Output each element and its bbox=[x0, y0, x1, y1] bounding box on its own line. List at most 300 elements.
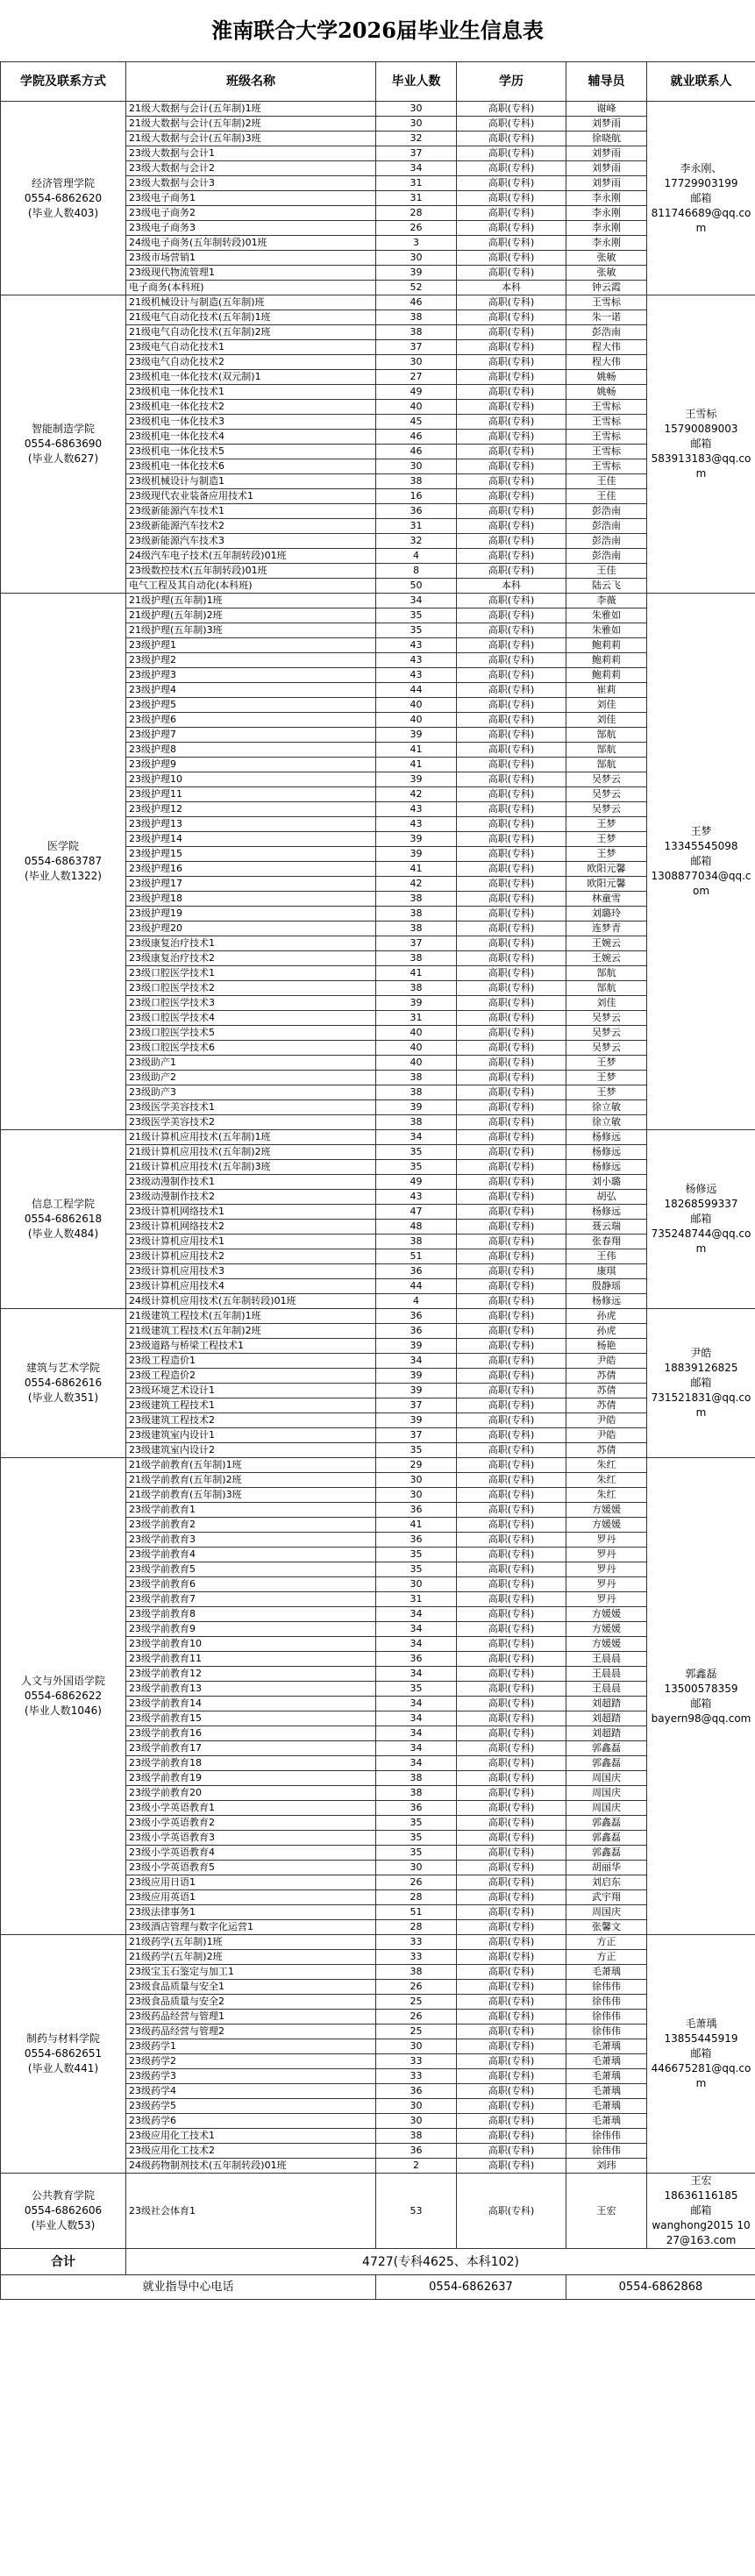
degree: 高职(专科) bbox=[457, 1100, 566, 1115]
counselor: 欧阳元馨 bbox=[566, 862, 647, 877]
class-name: 21级大数据与会计(五年制)2班 bbox=[126, 117, 376, 132]
college-name: 人文与外国语学院 bbox=[20, 1675, 105, 1687]
degree: 高职(专科) bbox=[457, 1115, 566, 1130]
graduate-count: 35 bbox=[376, 623, 457, 638]
counselor: 程大伟 bbox=[566, 355, 647, 370]
class-name: 23级机电一体化技术(双元制)1 bbox=[126, 370, 376, 385]
class-name: 23级大数据与会计1 bbox=[126, 146, 376, 161]
class-name: 23级医学美容技术1 bbox=[126, 1100, 376, 1115]
graduate-count: 41 bbox=[376, 1518, 457, 1533]
counselor: 钟云霞 bbox=[566, 281, 647, 295]
header-class: 班级名称 bbox=[126, 62, 376, 102]
graduate-count: 34 bbox=[376, 1726, 457, 1741]
graduate-count: 37 bbox=[376, 146, 457, 161]
contact-phone: 18839126825 bbox=[664, 1362, 738, 1374]
counselor: 王雪标 bbox=[566, 415, 647, 430]
class-name: 23级小学英语教育5 bbox=[126, 1861, 376, 1875]
degree: 高职(专科) bbox=[457, 1577, 566, 1592]
college-name: 医学院 bbox=[46, 840, 79, 852]
table-row bbox=[1, 295, 755, 310]
graduate-count: 43 bbox=[376, 638, 457, 653]
contact-phone: 17729903199 bbox=[664, 176, 738, 189]
counselor: 李永刚 bbox=[566, 221, 647, 236]
class-name: 23级学前教育8 bbox=[126, 1607, 376, 1622]
graduate-count: 38 bbox=[376, 310, 457, 325]
class-name: 23级小学英语教育2 bbox=[126, 1816, 376, 1831]
graduate-count: 39 bbox=[376, 832, 457, 847]
degree: 高职(专科) bbox=[457, 2025, 566, 2039]
counselor: 王梦 bbox=[566, 1071, 647, 1085]
class-name: 24级电子商务(五年制转段)01班 bbox=[126, 236, 376, 251]
class-name: 23级学前教育16 bbox=[126, 1726, 376, 1741]
counselor: 王雪标 bbox=[566, 400, 647, 415]
class-name: 23级大数据与会计2 bbox=[126, 161, 376, 176]
graduate-count: 43 bbox=[376, 802, 457, 817]
counselor: 李永刚 bbox=[566, 206, 647, 221]
counselor: 孙虎 bbox=[566, 1324, 647, 1339]
graduate-count: 29 bbox=[376, 1458, 457, 1473]
class-name: 23级康复治疗技术1 bbox=[126, 936, 376, 951]
college-name: 信息工程学院 bbox=[31, 1198, 95, 1210]
graduate-count: 41 bbox=[376, 758, 457, 772]
graduate-count: 36 bbox=[376, 504, 457, 519]
degree: 高职(专科) bbox=[457, 877, 566, 892]
class-name: 23级应用化工技术1 bbox=[126, 2129, 376, 2144]
degree: 高职(专科) bbox=[457, 1667, 566, 1682]
degree: 高职(专科) bbox=[457, 236, 566, 251]
class-name: 23级药学5 bbox=[126, 2099, 376, 2114]
graduate-count: 25 bbox=[376, 2025, 457, 2039]
degree: 高职(专科) bbox=[457, 1458, 566, 1473]
counselor: 杨修远 bbox=[566, 1205, 647, 1220]
graduate-count: 34 bbox=[376, 1607, 457, 1622]
degree: 高职(专科) bbox=[457, 832, 566, 847]
class-name: 21级建筑工程技术(五年制)2班 bbox=[126, 1324, 376, 1339]
degree: 高职(专科) bbox=[457, 1309, 566, 1324]
contact-email: wanghong2015 1027@163.com bbox=[652, 2219, 751, 2246]
graduate-count: 4 bbox=[376, 549, 457, 564]
class-name: 21级电气自动化技术(五年制)2班 bbox=[126, 325, 376, 340]
counselor: 鲍莉莉 bbox=[566, 638, 647, 653]
graduate-count: 38 bbox=[376, 1965, 457, 1980]
counselor: 张馨文 bbox=[566, 1920, 647, 1935]
graduate-count: 39 bbox=[376, 1100, 457, 1115]
degree: 高职(专科) bbox=[457, 430, 566, 445]
class-name: 23级机电一体化技术2 bbox=[126, 400, 376, 415]
class-name: 23级工程造价1 bbox=[126, 1354, 376, 1369]
class-name: 21级计算机应用技术(五年制)2班 bbox=[126, 1145, 376, 1160]
graduate-count: 35 bbox=[376, 1145, 457, 1160]
college-phone: 0554-6862622 bbox=[24, 1690, 103, 1702]
header-count: 毕业人数 bbox=[376, 62, 457, 102]
degree: 高职(专科) bbox=[457, 1294, 566, 1309]
class-name: 23级学前教育4 bbox=[126, 1548, 376, 1562]
class-name: 23级护理10 bbox=[126, 772, 376, 787]
graduate-count: 36 bbox=[376, 1309, 457, 1324]
counselor: 方媛媛 bbox=[566, 1503, 647, 1518]
college-total: (毕业人数484) bbox=[27, 1228, 99, 1240]
degree: 高职(专科) bbox=[457, 668, 566, 683]
graduate-count: 4 bbox=[376, 1294, 457, 1309]
class-name: 23级药学6 bbox=[126, 2114, 376, 2129]
counselor: 徐晓航 bbox=[566, 132, 647, 146]
contact-mailbox: 邮箱 bbox=[690, 1213, 712, 1225]
counselor: 彭浩南 bbox=[566, 534, 647, 549]
counselor: 毛萧瑀 bbox=[566, 2039, 647, 2054]
class-name: 23级药品经营与管理1 bbox=[126, 2010, 376, 2025]
counselor: 王梦 bbox=[566, 817, 647, 832]
degree: 高职(专科) bbox=[457, 713, 566, 728]
degree: 高职(专科) bbox=[457, 1130, 566, 1145]
counselor: 毛萧瑀 bbox=[566, 2114, 647, 2129]
graduate-count: 35 bbox=[376, 1548, 457, 1562]
table-row bbox=[1, 1130, 755, 1145]
page-title: 淮南联合大学2026届毕业生信息表 bbox=[211, 18, 544, 43]
counselor: 王晨晨 bbox=[566, 1667, 647, 1682]
counselor: 郜航 bbox=[566, 743, 647, 758]
degree: 高职(专科) bbox=[457, 1384, 566, 1398]
graduate-count: 39 bbox=[376, 1369, 457, 1384]
counselor: 胡弘 bbox=[566, 1190, 647, 1205]
class-name: 23级护理15 bbox=[126, 847, 376, 862]
class-name: 23级护理12 bbox=[126, 802, 376, 817]
class-name: 23级护理11 bbox=[126, 787, 376, 802]
graduate-count: 34 bbox=[376, 1130, 457, 1145]
class-name: 23级口腔医学技术4 bbox=[126, 1011, 376, 1026]
contact-cell bbox=[647, 1309, 755, 1458]
class-name: 23级药学3 bbox=[126, 2069, 376, 2084]
counselor: 崔莉 bbox=[566, 683, 647, 698]
counselor: 杨修远 bbox=[566, 1145, 647, 1160]
counselor: 郭鑫磊 bbox=[566, 1831, 647, 1846]
class-name: 23级学前教育5 bbox=[126, 1562, 376, 1577]
header-counselor: 辅导员 bbox=[566, 62, 647, 102]
graduate-count: 37 bbox=[376, 1398, 457, 1413]
counselor: 徐伟伟 bbox=[566, 1995, 647, 2010]
counselor: 方媛媛 bbox=[566, 1607, 647, 1622]
counselor: 王梦 bbox=[566, 832, 647, 847]
counselor: 朱一诺 bbox=[566, 310, 647, 325]
class-name: 23级机械设计与制造1 bbox=[126, 474, 376, 489]
degree: 高职(专科) bbox=[457, 2129, 566, 2144]
graduate-count: 28 bbox=[376, 1920, 457, 1935]
graduate-count: 35 bbox=[376, 1443, 457, 1458]
counselor: 张敏 bbox=[566, 266, 647, 281]
graduate-count: 31 bbox=[376, 519, 457, 534]
class-name: 23级计算机应用技术4 bbox=[126, 1279, 376, 1294]
graduate-count: 49 bbox=[376, 385, 457, 400]
contact-cell bbox=[647, 1935, 755, 2174]
counselor: 连梦青 bbox=[566, 922, 647, 936]
contact-phone: 13345545098 bbox=[664, 840, 738, 852]
degree: 高职(专科) bbox=[457, 623, 566, 638]
class-name: 23级机电一体化技术4 bbox=[126, 430, 376, 445]
graduate-count: 30 bbox=[376, 2114, 457, 2129]
degree: 高职(专科) bbox=[457, 132, 566, 146]
graduate-count: 51 bbox=[376, 1905, 457, 1920]
degree: 高职(专科) bbox=[457, 489, 566, 504]
class-name: 23级护理13 bbox=[126, 817, 376, 832]
counselor: 朱红 bbox=[566, 1458, 647, 1473]
graduate-count: 31 bbox=[376, 176, 457, 191]
counselor: 王宏 bbox=[566, 2174, 647, 2249]
counselor: 郭鑫磊 bbox=[566, 1846, 647, 1861]
class-name: 23级机电一体化技术6 bbox=[126, 459, 376, 474]
graduate-count: 38 bbox=[376, 325, 457, 340]
contact-mailbox: 邮箱 bbox=[690, 191, 712, 204]
degree: 高职(专科) bbox=[457, 1548, 566, 1562]
counselor: 罗丹 bbox=[566, 1577, 647, 1592]
degree: 高职(专科) bbox=[457, 295, 566, 310]
class-name: 21级大数据与会计(五年制)1班 bbox=[126, 102, 376, 117]
counselor: 徐伟伟 bbox=[566, 1980, 647, 1995]
counselor: 刘小璐 bbox=[566, 1175, 647, 1190]
counselor: 李永刚 bbox=[566, 191, 647, 206]
graduate-count: 38 bbox=[376, 951, 457, 966]
class-name: 23级护理18 bbox=[126, 892, 376, 907]
college-name: 制药与材料学院 bbox=[25, 2032, 100, 2045]
class-name: 23级计算机网络技术2 bbox=[126, 1220, 376, 1235]
college-phone: 0554-6863787 bbox=[24, 855, 103, 867]
class-name: 23级护理2 bbox=[126, 653, 376, 668]
degree: 高职(专科) bbox=[457, 1398, 566, 1413]
graduate-count: 34 bbox=[376, 594, 457, 608]
class-name: 23级食品质量与安全1 bbox=[126, 1980, 376, 1995]
degree: 高职(专科) bbox=[457, 370, 566, 385]
degree: 高职(专科) bbox=[457, 922, 566, 936]
counselor: 王晨晨 bbox=[566, 1682, 647, 1697]
college-phone: 0554-6862651 bbox=[24, 2047, 103, 2060]
counselor: 罗丹 bbox=[566, 1592, 647, 1607]
counselor: 吴梦云 bbox=[566, 1041, 647, 1056]
degree: 高职(专科) bbox=[457, 355, 566, 370]
degree: 高职(专科) bbox=[457, 534, 566, 549]
college-cell bbox=[1, 1458, 126, 1935]
table-row bbox=[1, 102, 755, 117]
class-name: 23级现代物流管理1 bbox=[126, 266, 376, 281]
college-cell bbox=[1, 1309, 126, 1458]
graduate-count: 8 bbox=[376, 564, 457, 579]
class-name: 23级计算机网络技术1 bbox=[126, 1205, 376, 1220]
graduate-count: 42 bbox=[376, 877, 457, 892]
counselor: 方正 bbox=[566, 1950, 647, 1965]
counselor: 周国庆 bbox=[566, 1786, 647, 1801]
degree: 高职(专科) bbox=[457, 698, 566, 713]
class-name: 23级护理7 bbox=[126, 728, 376, 743]
office-label: 就业指导中心电话 bbox=[1, 2275, 376, 2300]
counselor: 毛萧瑀 bbox=[566, 2099, 647, 2114]
class-name: 23级学前教育7 bbox=[126, 1592, 376, 1607]
class-name: 23级药学1 bbox=[126, 2039, 376, 2054]
class-name: 23级电子商务2 bbox=[126, 206, 376, 221]
contact-email: 735248744@qq.com bbox=[651, 1228, 751, 1255]
degree: 高职(专科) bbox=[457, 1637, 566, 1652]
contact-mailbox: 邮箱 bbox=[690, 438, 712, 450]
contact-email: 446675281@qq.com bbox=[651, 2062, 751, 2089]
degree: 高职(专科) bbox=[457, 1085, 566, 1100]
class-name: 23级护理3 bbox=[126, 668, 376, 683]
degree: 高职(专科) bbox=[457, 1428, 566, 1443]
class-name: 电子商务(本科班) bbox=[126, 281, 376, 295]
class-name: 23级小学英语教育3 bbox=[126, 1831, 376, 1846]
counselor: 毛萧瑀 bbox=[566, 2054, 647, 2069]
graduate-count: 52 bbox=[376, 281, 457, 295]
college-cell bbox=[1, 2174, 126, 2249]
class-name: 23级市场营销1 bbox=[126, 251, 376, 266]
college-phone: 0554-6862616 bbox=[24, 1377, 103, 1389]
contact-phone: 13855445919 bbox=[664, 2032, 738, 2045]
graduate-count: 38 bbox=[376, 2129, 457, 2144]
class-name: 23级学前教育14 bbox=[126, 1697, 376, 1711]
graduate-count: 33 bbox=[376, 1950, 457, 1965]
counselor: 鲍莉莉 bbox=[566, 668, 647, 683]
counselor: 周国庆 bbox=[566, 1905, 647, 1920]
contact-cell bbox=[647, 295, 755, 594]
graduate-count: 33 bbox=[376, 2069, 457, 2084]
counselor: 朱红 bbox=[566, 1488, 647, 1503]
counselor: 彭浩南 bbox=[566, 519, 647, 534]
college-phone: 0554-6862606 bbox=[24, 2204, 103, 2217]
counselor: 郜航 bbox=[566, 728, 647, 743]
graduate-count: 38 bbox=[376, 474, 457, 489]
counselor: 李薇 bbox=[566, 594, 647, 608]
graduate-count: 36 bbox=[376, 2144, 457, 2159]
college-phone: 0554-6862620 bbox=[24, 191, 103, 204]
degree: 高职(专科) bbox=[457, 936, 566, 951]
counselor: 刘超踏 bbox=[566, 1711, 647, 1726]
degree: 高职(专科) bbox=[457, 1995, 566, 2010]
class-name: 23级工程造价2 bbox=[126, 1369, 376, 1384]
graduate-count: 38 bbox=[376, 1071, 457, 1085]
counselor: 程大伟 bbox=[566, 340, 647, 355]
counselor: 李永刚 bbox=[566, 236, 647, 251]
contact-phone: 13500578359 bbox=[664, 1682, 738, 1695]
graduate-count: 30 bbox=[376, 355, 457, 370]
class-name: 21级护理(五年制)3班 bbox=[126, 623, 376, 638]
class-name: 23级计算机应用技术2 bbox=[126, 1249, 376, 1264]
contact-email: 583913183@qq.com bbox=[651, 452, 751, 480]
counselor: 彭浩南 bbox=[566, 549, 647, 564]
degree: 高职(专科) bbox=[457, 206, 566, 221]
degree: 高职(专科) bbox=[457, 907, 566, 922]
contact-name: 王雪标 bbox=[685, 408, 717, 420]
graduate-count: 43 bbox=[376, 817, 457, 832]
table-row bbox=[1, 2174, 755, 2249]
counselor: 吴梦云 bbox=[566, 1026, 647, 1041]
degree: 高职(专科) bbox=[457, 1324, 566, 1339]
class-name: 23级药学2 bbox=[126, 2054, 376, 2069]
class-name: 23级学前教育9 bbox=[126, 1622, 376, 1637]
college-total: (毕业人数403) bbox=[27, 206, 99, 219]
counselor: 朱雅如 bbox=[566, 623, 647, 638]
degree: 高职(专科) bbox=[457, 638, 566, 653]
graduate-count: 34 bbox=[376, 1354, 457, 1369]
class-name: 23级应用化工技术2 bbox=[126, 2144, 376, 2159]
graduate-count: 37 bbox=[376, 1428, 457, 1443]
degree: 高职(专科) bbox=[457, 1816, 566, 1831]
class-name: 23级学前教育13 bbox=[126, 1682, 376, 1697]
degree: 高职(专科) bbox=[457, 1205, 566, 1220]
counselor: 周国庆 bbox=[566, 1801, 647, 1816]
college-name: 智能制造学院 bbox=[31, 423, 95, 435]
graduate-count: 16 bbox=[376, 489, 457, 504]
total-label: 合计 bbox=[1, 2249, 126, 2275]
counselor: 王佳 bbox=[566, 489, 647, 504]
college-total: (毕业人数441) bbox=[27, 2062, 99, 2074]
degree: 高职(专科) bbox=[457, 251, 566, 266]
graduate-count: 38 bbox=[376, 892, 457, 907]
graduate-count: 35 bbox=[376, 608, 457, 623]
degree: 高职(专科) bbox=[457, 1011, 566, 1026]
graduate-count: 33 bbox=[376, 1935, 457, 1950]
class-name: 21级护理(五年制)2班 bbox=[126, 608, 376, 623]
graduate-count: 41 bbox=[376, 862, 457, 877]
degree: 高职(专科) bbox=[457, 1592, 566, 1607]
class-name: 23级电气自动化技术1 bbox=[126, 340, 376, 355]
graduate-count: 43 bbox=[376, 1190, 457, 1205]
college-phone: 0554-6862618 bbox=[24, 1213, 103, 1225]
graduate-count: 35 bbox=[376, 1846, 457, 1861]
class-name: 23级助产3 bbox=[126, 1085, 376, 1100]
degree: 高职(专科) bbox=[457, 504, 566, 519]
degree: 高职(专科) bbox=[457, 787, 566, 802]
graduate-count: 34 bbox=[376, 1756, 457, 1771]
counselor: 徐伟伟 bbox=[566, 2144, 647, 2159]
graduate-count: 32 bbox=[376, 534, 457, 549]
degree: 高职(专科) bbox=[457, 1771, 566, 1786]
degree: 高职(专科) bbox=[457, 966, 566, 981]
graduate-count: 37 bbox=[376, 936, 457, 951]
college-cell bbox=[1, 594, 126, 1130]
degree: 高职(专科) bbox=[457, 1875, 566, 1890]
class-name: 21级学前教育(五年制)1班 bbox=[126, 1458, 376, 1473]
counselor: 朱雅如 bbox=[566, 608, 647, 623]
class-name: 23级护理19 bbox=[126, 907, 376, 922]
graduate-count: 38 bbox=[376, 1115, 457, 1130]
counselor: 徐伟伟 bbox=[566, 2025, 647, 2039]
degree: 高职(专科) bbox=[457, 1249, 566, 1264]
graduate-count: 34 bbox=[376, 1697, 457, 1711]
counselor: 方媛媛 bbox=[566, 1622, 647, 1637]
class-name: 23级建筑室内设计1 bbox=[126, 1428, 376, 1443]
counselor: 王婉云 bbox=[566, 951, 647, 966]
counselor: 刘佳 bbox=[566, 698, 647, 713]
class-name: 电气工程及其自动化(本科班) bbox=[126, 579, 376, 594]
graduate-count: 40 bbox=[376, 1056, 457, 1071]
degree: 高职(专科) bbox=[457, 1026, 566, 1041]
graduate-count: 47 bbox=[376, 1205, 457, 1220]
counselor: 林童雪 bbox=[566, 892, 647, 907]
graduate-count: 34 bbox=[376, 1622, 457, 1637]
counselor: 王雪标 bbox=[566, 459, 647, 474]
class-name: 23级电气自动化技术2 bbox=[126, 355, 376, 370]
counselor: 王梦 bbox=[566, 1056, 647, 1071]
degree: 高职(专科) bbox=[457, 1354, 566, 1369]
graduate-count: 38 bbox=[376, 1235, 457, 1249]
counselor: 毛萧瑀 bbox=[566, 2069, 647, 2084]
graduate-count: 38 bbox=[376, 1085, 457, 1100]
counselor: 王雪标 bbox=[566, 430, 647, 445]
class-name: 23级护理17 bbox=[126, 877, 376, 892]
graduate-count: 46 bbox=[376, 295, 457, 310]
degree: 高职(专科) bbox=[457, 1145, 566, 1160]
degree: 高职(专科) bbox=[457, 1786, 566, 1801]
degree: 高职(专科) bbox=[457, 1562, 566, 1577]
degree: 高职(专科) bbox=[457, 1413, 566, 1428]
graduate-count: 44 bbox=[376, 683, 457, 698]
degree: 高职(专科) bbox=[457, 1607, 566, 1622]
class-name: 23级社会体育1 bbox=[126, 2174, 376, 2249]
